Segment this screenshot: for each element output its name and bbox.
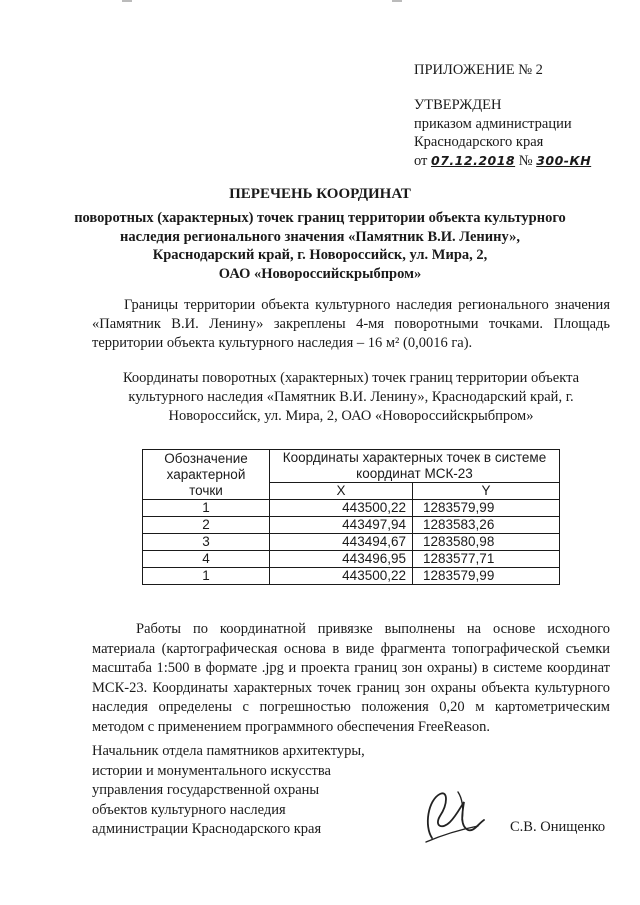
number-label: №: [518, 152, 533, 169]
approved-by-line-2: Краснодарского края: [414, 134, 544, 150]
position-line-1: Начальник отдела памятников архитектуры,: [92, 743, 365, 759]
scan-edge-marks: [0, 0, 640, 6]
coordinates-table: [142, 449, 560, 585]
from-label: от: [414, 152, 428, 169]
table-row: [143, 568, 560, 585]
cell-point: 1: [143, 568, 270, 585]
approved-heading: УТВЕРЖДЕН: [414, 97, 502, 113]
title-main: ПЕРЕЧЕНЬ КООРДИНАТ: [229, 186, 411, 202]
handwritten-signature: [418, 786, 490, 848]
cell-point: 3: [143, 534, 270, 551]
title-line-3: Краснодарский край, г. Новороссийск, ул. Мира, 2,: [152, 247, 488, 263]
methodology-paragraph: Работы по координатной привязке выполнены на основе исходного материала (картографическая основа в виде фрагмента топографической съемки масштаба 1:500 в формате .jpg и проекта границ зон охраны) в системе координат МСК-23. Координаты характерных точек границ зон охраны объекта культурного наследия определены с погрешностью положения 0,20 м картометрическим методом с применением программного обеспечения FreeReason.: [92, 621, 610, 735]
cell-y: 1283583,26: [413, 517, 560, 534]
table-row: [143, 551, 560, 568]
title-line-2: наследия регионального значения «Памятник В.И. Ленину»,: [120, 228, 520, 245]
table-row: [143, 534, 560, 551]
signer-name: С.В. Онищенко: [510, 819, 606, 835]
header-y: Y: [413, 483, 560, 500]
cell-x: 443494,67: [270, 534, 413, 551]
approval-block: [414, 96, 591, 170]
boundary-paragraph: Границы территории объекта культурного наследия регионального значения «Памятник В.И. Ленину» закреплены 4-мя поворотными точками. Площадь территории объекта культурного наследия – 16 м² (0,0016 га).: [92, 297, 610, 351]
header-coordinates: Координаты характерных точек в системе координат МСК-23: [270, 450, 560, 483]
signatory-position: [92, 742, 365, 840]
document-title: [0, 186, 640, 283]
order-number: 300-КН: [536, 152, 592, 168]
table-row: [143, 517, 560, 534]
cell-y: 1283580,98: [413, 534, 560, 551]
cell-y: 1283579,99: [413, 500, 560, 517]
cell-x: 443496,95: [270, 551, 413, 568]
position-line-4: объектов культурного наследия: [92, 801, 286, 818]
cell-point: 4: [143, 551, 270, 568]
appendix-label: ПРИЛОЖЕНИЕ № 2: [414, 62, 543, 78]
coordinates-caption: Координаты поворотных (характерных) точек границ территории объекта культурного наследия «Памятник В.И. Ленину», Краснодарский край, г. Новороссийск, ул. Мира, 2, ОАО «Новороссийскрыбпром»: [122, 370, 580, 424]
cell-y: 1283579,99: [413, 568, 560, 585]
cell-x: 443497,94: [270, 517, 413, 534]
cell-x: 443500,22: [270, 568, 413, 585]
order-date: 07.12.2018: [431, 152, 516, 168]
position-line-5: администрации Краснодарского края: [92, 821, 322, 837]
cell-y: 1283577,71: [413, 551, 560, 568]
header-x: X: [270, 483, 413, 500]
title-line-1: поворотных (характерных) точек границ территории объекта культурного: [74, 210, 566, 226]
cell-point: 1: [143, 500, 270, 517]
header-point: Обозначение характерной точки: [143, 450, 270, 500]
order-date-number: [414, 152, 591, 171]
cell-x: 443500,22: [270, 500, 413, 517]
position-line-3: управления государственной охраны: [92, 782, 320, 798]
position-line-2: истории и монументального искусства: [92, 762, 331, 779]
approved-by-line-1: приказом администрации: [414, 115, 572, 132]
title-line-4: ОАО «Новороссийскрыбпром»: [218, 265, 422, 282]
table-row: [143, 500, 560, 517]
cell-point: 2: [143, 517, 270, 534]
